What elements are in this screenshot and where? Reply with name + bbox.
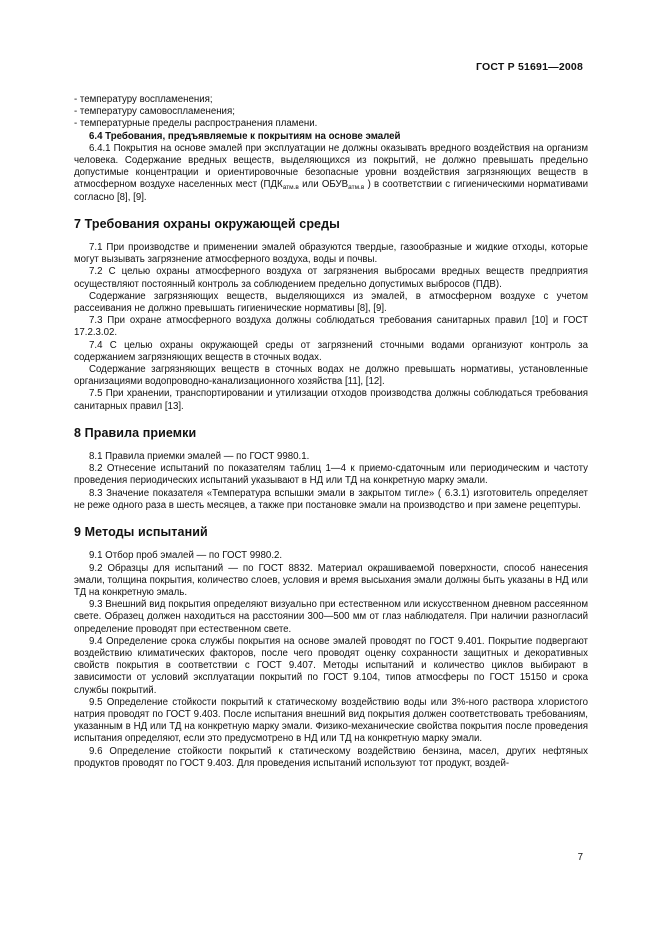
page-number: 7 [577,852,583,863]
paragraph: 8.1 Правила приемки эмалей — по ГОСТ 9980.1. [89,451,310,463]
paragraph: 7.5 При хранении, транспортировании и утилизации отходов производства должны соблюдаться требования санитарных правил [13]. [74,388,588,412]
paragraph: 8.2 Отнесение испытаний по показателям таблиц 1—4 к приемо-сдаточным или периодическим и частоту проведения периодических испытаний указывают в НД или ТД на конкретную марку эмали. [74,463,588,487]
section-title-8: 8 Правила приемки [74,425,197,440]
page-content [74,94,588,770]
list-item: - температуру самовоспламенения; [74,106,235,118]
paragraph: 9.4 Определение срока службы покрытия на основе эмалей проводят по ГОСТ 9.401. Покрытие подвергают воздействию климатических факторов, после чего проводят оценку сохранности защитных и декоративных свойств покрытия в соответствии с ГОСТ 9.407. Методы испытаний и количество циклов выбирают в зависимости от условий эксплуатации покрытий по ГОСТ 9.104, типов атмосферы по ГОСТ 15150 и срока службы покрытий. [74,635,588,696]
paragraph: Содержание загрязняющих веществ, выделяющихся из эмалей, в атмосферном воздухе с учетом рассеивания не должно превышать гигиенические нормативы [8], [9]. [74,290,588,315]
paragraph: 7.3 При охране атмосферного воздуха должны соблюдаться требования санитарных правил [10] и ГОСТ 17.2.3.02. [74,315,588,339]
paragraph: 9.5 Определение стойкости покрытий к статическому воздействию воды или 3%-ного раствора хлористого натрия проводят по ГОСТ 9.403. После испытания внешний вид покрытия должен соответствовать требованиям, указанным в НД или ТД на конкретную марку эмали. Физико-механические свойства покрытия после проведения испытания определяют, если это предусмотрено в НД или ТД на конкретную марку эмали. [74,696,588,745]
list-item: - температуру воспламенения; [74,94,213,105]
paragraph: 7.1 При производстве и применении эмалей образуются твердые, газообразные и жидкие отходы, которые могут вызывать загрязнение атмосферного воздуха, воды и почвы. [74,242,588,266]
document-header-id: ГОСТ Р 51691—2008 [475,61,583,73]
bullet-list [74,94,588,131]
paragraph: Содержание загрязняющих веществ в сточных водах не должно превышать нормативы, установленные организациями водопроводно-канализационного хозяйства [11], [12]. [74,364,588,388]
section-title-7: 7 Требования охраны окружающей среды [74,216,340,231]
paragraph-6-4-1: 6.4.1 Покрытия на основе эмалей при эксплуатации не должны оказывать вредного воздействия на организм человека. Содержание вредных веществ, выделяющихся из покрытий, не должно превышать предельно допустимые концентрации и ориентировочные безопасные уровни воздействия загрязняющих веществ в атмосферном воздухе населенных мест ($ПДК_{атм.в}$ или $ОБУВ_{атм.в}$ ) в соответствии с гигиеническими нормативами согласно [8], [9]. [74,142,588,203]
subsection-title-6-4: 6.4 Требования, предъявляемые к покрытиям на основе эмалей [89,130,401,142]
paragraph: 9.2 Образцы для испытаний — по ГОСТ 8832. Материал окрашиваемой поверхности, способ нанесения эмали, толщина покрытия, количество слоев, условия и время высыхания эмали должны быть указаны в НД или ТД на конкретную эмаль. [74,562,588,598]
list-item: - температурные пределы распространения пламени. [74,118,318,130]
paragraph: 8.3 Значение показателя «Температура вспышки эмали в закрытом тигле» ( 6.3.1) изготовитель определяет не реже одного раза в шесть месяцев, а также при постановке эмали на производство и при замене рецептуры. [74,487,588,511]
paragraph: 7.4 С целью охраны окружающей среды от загрязнений сточными водами организуют контроль за содержанием загрязняющих веществ в сточных водах. [74,339,588,363]
section-title-9: 9 Методы испытаний [74,525,208,540]
paragraph: 9.1 Отбор проб эмалей — по ГОСТ 9980.2. [89,550,283,562]
paragraph: 7.2 С целью охраны атмосферного воздуха от загрязнения выбросами вредных веществ предприятия осуществляют постоянный контроль за соблюдением предельно допустимых выбросов (ПДВ). [74,266,588,290]
paragraph: 9.3 Внешний вид покрытия определяют визуально при естественном или искусственном дневном рассеянном свете. Образец должен находиться на расстоянии 300—500 мм от глаз наблюдателя. При наличии разногласий определение проводят при естественном свете. [74,599,588,635]
paragraph: 9.6 Определение стойкости покрытий к статическому воздействию бензина, масел, других нефтяных продуктов проводят по ГОСТ 9.403. Для проведения испытаний используют тот продукт, воздей- [74,745,588,769]
